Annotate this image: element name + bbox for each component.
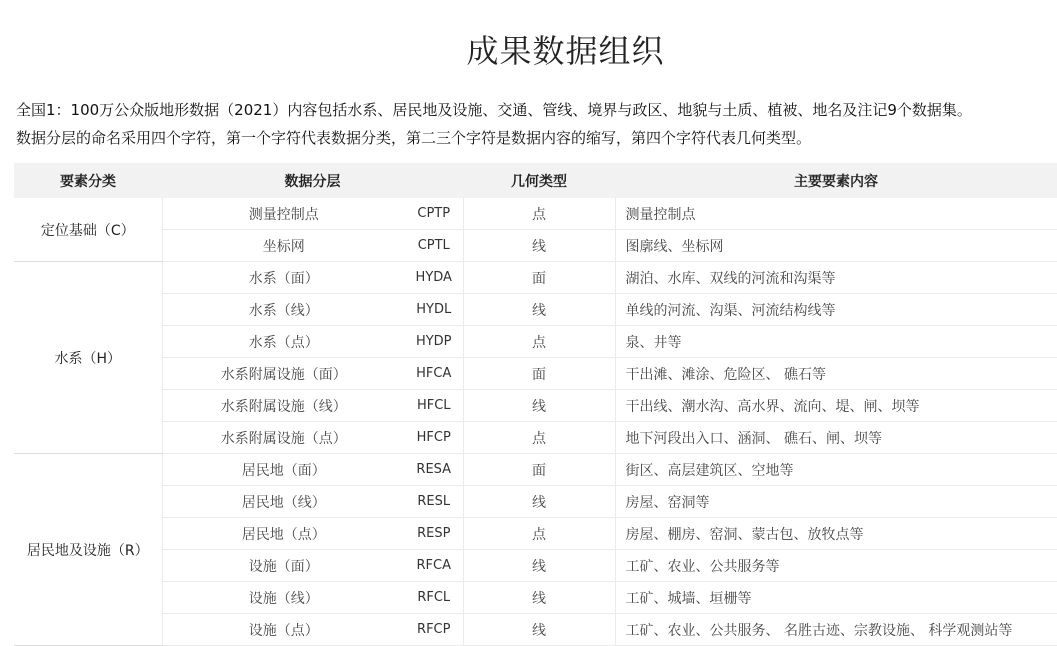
layer-code-cell: CPTL <box>405 230 463 262</box>
layer-name-cell: 水系（点） <box>162 326 405 358</box>
geometry-cell: 面 <box>463 454 615 486</box>
layer-code-cell: RFCL <box>405 582 463 614</box>
layer-table <box>14 163 1057 646</box>
table-row <box>14 422 1057 454</box>
layer-name-cell: 水系（面） <box>162 262 405 294</box>
content-cell: 工矿、农业、公共服务、 名胜古迹、宗教设施、 科学观测站等 <box>615 614 1057 646</box>
content-cell: 干出滩、滩涂、危险区、 礁石等 <box>615 358 1057 390</box>
category-cell: 定位基础（C） <box>14 198 162 262</box>
category-cell: 水系（H） <box>14 262 162 454</box>
layer-name-cell: 水系附属设施（点） <box>162 422 405 454</box>
geometry-cell: 线 <box>463 614 615 646</box>
geometry-cell: 线 <box>463 390 615 422</box>
layer-name-cell: 水系附属设施（线） <box>162 390 405 422</box>
layer-name-cell: 居民地（点） <box>162 518 405 550</box>
content-cell: 工矿、农业、公共服务等 <box>615 550 1057 582</box>
geometry-cell: 面 <box>463 262 615 294</box>
layer-code-cell: HFCA <box>405 358 463 390</box>
table-row <box>14 486 1057 518</box>
table-row <box>14 614 1057 646</box>
header-category: 要素分类 <box>14 163 162 198</box>
geometry-cell: 线 <box>463 230 615 262</box>
layer-code-cell: RESL <box>405 486 463 518</box>
geometry-cell: 线 <box>463 294 615 326</box>
geometry-cell: 点 <box>463 326 615 358</box>
geometry-cell: 点 <box>463 198 615 230</box>
header-content: 主要要素内容 <box>615 163 1057 198</box>
layer-code-cell: HYDL <box>405 294 463 326</box>
content-cell: 干出线、潮水沟、高水界、流向、堤、闸、坝等 <box>615 390 1057 422</box>
intro-text <box>16 96 1056 152</box>
layer-code-cell: RFCP <box>405 614 463 646</box>
layer-code-cell: RESA <box>405 454 463 486</box>
layer-code-cell: CPTP <box>405 198 463 230</box>
header-geometry: 几何类型 <box>463 163 615 198</box>
table-row <box>14 518 1057 550</box>
layer-name-cell: 设施（线） <box>162 582 405 614</box>
layer-code-cell: RESP <box>405 518 463 550</box>
layer-name-cell: 居民地（线） <box>162 486 405 518</box>
geometry-cell: 面 <box>463 358 615 390</box>
header-layer: 数据分层 <box>162 163 463 198</box>
layer-code-cell: HYDP <box>405 326 463 358</box>
content-cell: 工矿、城墙、垣栅等 <box>615 582 1057 614</box>
content-cell: 图廓线、坐标网 <box>615 230 1057 262</box>
content-cell: 房屋、窑洞等 <box>615 486 1057 518</box>
table-row <box>14 550 1057 582</box>
layer-name-cell: 水系（线） <box>162 294 405 326</box>
geometry-cell: 线 <box>463 550 615 582</box>
table-body <box>14 198 1057 646</box>
table-row <box>14 294 1057 326</box>
table-row <box>14 358 1057 390</box>
content-cell: 泉、井等 <box>615 326 1057 358</box>
intro-line-2: 数据分层的命名采用四个字符，第一个字符代表数据分类，第二三个字符是数据内容的缩写，第四个字符代表几何类型。 <box>16 129 812 147</box>
layer-name-cell: 测量控制点 <box>162 198 405 230</box>
layer-name-cell: 设施（面） <box>162 550 405 582</box>
table-row <box>14 230 1057 262</box>
content-cell: 测量控制点 <box>615 198 1057 230</box>
content-cell: 街区、高层建筑区、空地等 <box>615 454 1057 486</box>
layer-code-cell: RFCA <box>405 550 463 582</box>
geometry-cell: 线 <box>463 486 615 518</box>
layer-name-cell: 水系附属设施（面） <box>162 358 405 390</box>
content-cell: 房屋、棚房、窑洞、蒙古包、放牧点等 <box>615 518 1057 550</box>
content-cell: 单线的河流、沟渠、河流结构线等 <box>615 294 1057 326</box>
page-title: 成果数据组织 <box>466 32 665 70</box>
geometry-cell: 点 <box>463 422 615 454</box>
table-row <box>14 454 1057 486</box>
table-row <box>14 390 1057 422</box>
table-row <box>14 262 1057 294</box>
geometry-cell: 点 <box>463 518 615 550</box>
table-row <box>14 326 1057 358</box>
table-row <box>14 582 1057 614</box>
intro-line-1: 全国1：100万公众版地形数据（2021）内容包括水系、居民地及设施、交通、管线、境界与政区、地貌与土质、植被、地名及注记9个数据集。 <box>16 101 972 119</box>
geometry-cell: 线 <box>463 582 615 614</box>
table-row <box>14 198 1057 230</box>
table-header-row <box>14 163 1057 198</box>
layer-code-cell: HYDA <box>405 262 463 294</box>
layer-name-cell: 居民地（面） <box>162 454 405 486</box>
category-cell: 居民地及设施（R） <box>14 454 162 646</box>
content-cell: 地下河段出入口、涵洞、 礁石、闸、坝等 <box>615 422 1057 454</box>
layer-name-cell: 坐标网 <box>162 230 405 262</box>
layer-name-cell: 设施（点） <box>162 614 405 646</box>
layer-code-cell: HFCL <box>405 390 463 422</box>
layer-code-cell: HFCP <box>405 422 463 454</box>
content-cell: 湖泊、水库、双线的河流和沟渠等 <box>615 262 1057 294</box>
